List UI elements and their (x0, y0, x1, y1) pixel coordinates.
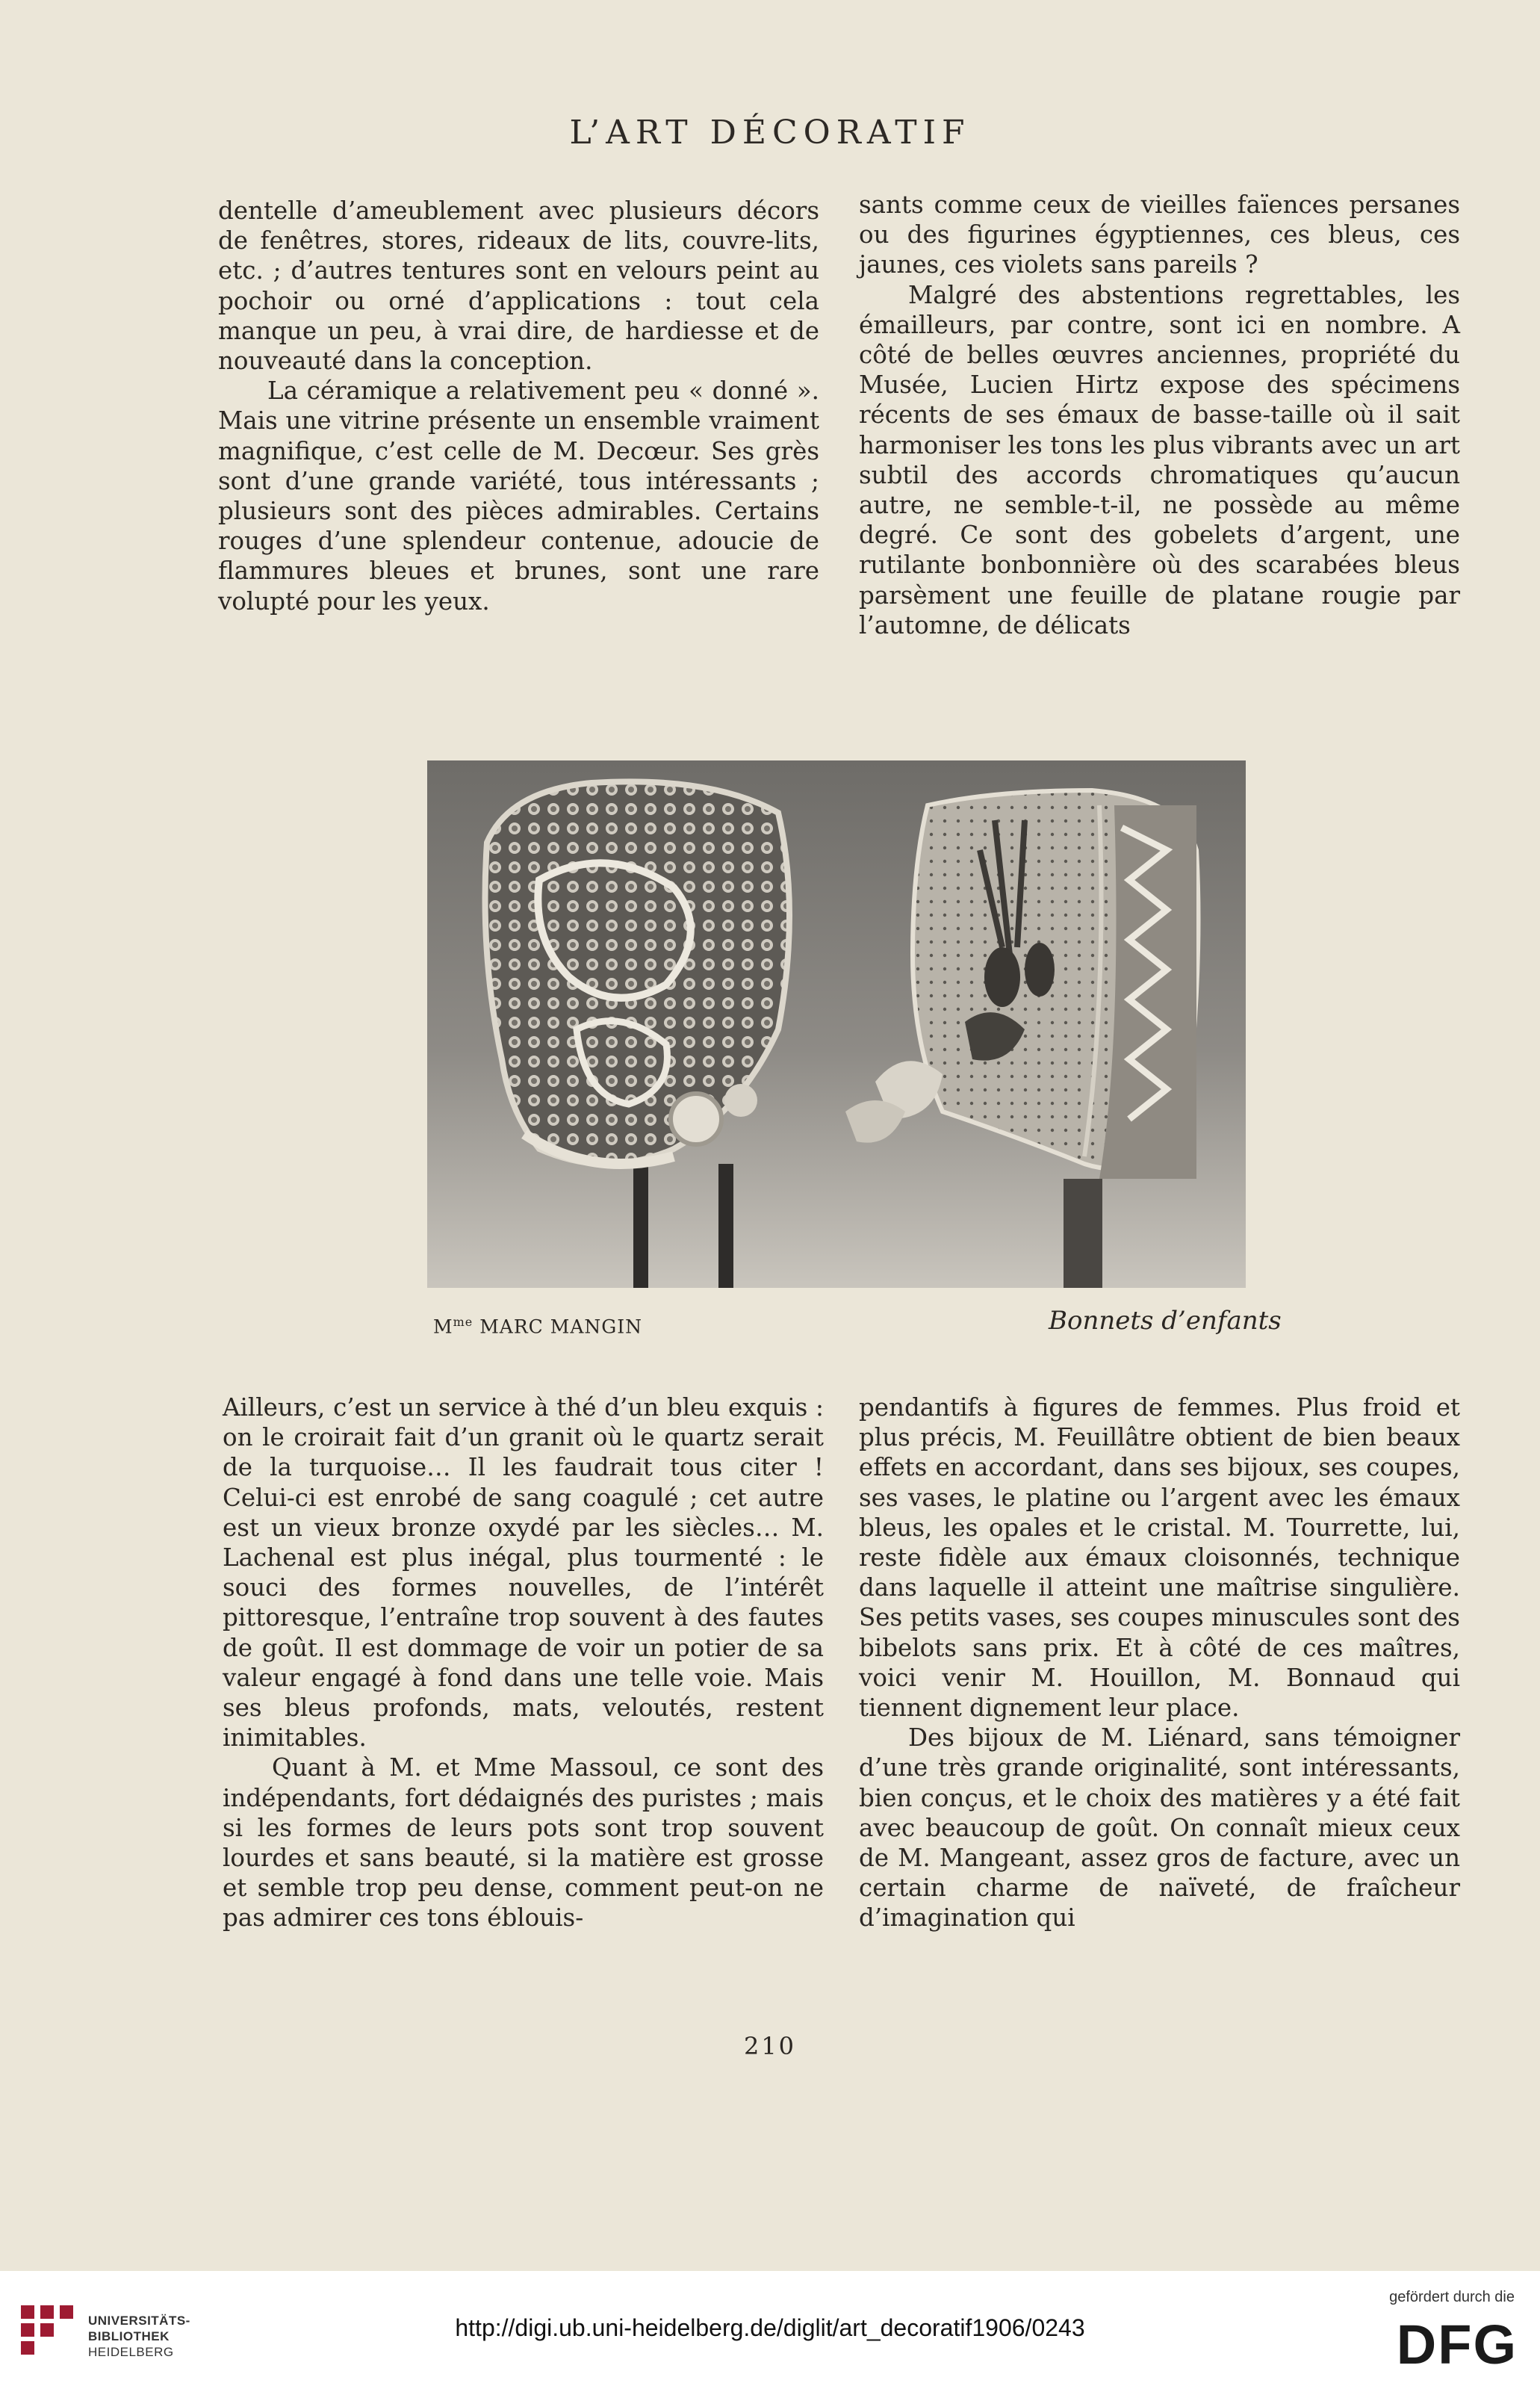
caption-prefix: M (433, 1316, 453, 1338)
funding-note: gefördert durch die (1389, 2289, 1515, 2305)
library-name-line: HEIDELBERG (88, 2345, 174, 2359)
column-bottom-left (223, 1392, 824, 1933)
paragraph: Quant à M. et Mme Massoul, ce sont des indépendants, fort dédaignés des puristes ; mais si les formes de leurs pots sont trop souvent lourdes et sans beauté, si la matière est grosse et semble trop peu dense, comment peut-on ne pas admirer ces tons éblouis- (223, 1753, 824, 1933)
digitization-footer (0, 2271, 1540, 2386)
column-top-right (859, 190, 1460, 640)
photo-credit-caption (433, 1315, 642, 1337)
bonnets-photo-illustration (427, 760, 1246, 1288)
column-bottom-right (859, 1392, 1460, 1933)
paragraph: La céramique a relativement peu « donné ». Mais une vitrine présente un ensemble vraiment magnifique, c’est celle de M. Decœur. Ses grès sont d’une grande variété, tous intéressants ; plusieurs sont des pièces admirables. Certains rouges d’une splendeur contenue, adoucie de flammures bleues et brunes, sont une rare volupté pour les yeux. (218, 377, 819, 616)
caption-name: MARC MANGIN (473, 1316, 642, 1338)
paragraph: dentelle d’ameublement avec plusieurs décors de fenêtres, stores, rideaux de lits, couvre-lits, etc. ; d’autres tentures sont en velours peint au pochoir ou orné d’applications : tout cela manque un peu, à vrai dire, de hardiesse et de nouveauté dans la conception. (218, 196, 819, 376)
paragraph: Malgré des abstentions regrettables, les émailleurs, par contre, sont ici en nombre. A côté de belles œuvres anciennes, propriété du Musée, Lucien Hirtz expose des spécimens récents de ses émaux de basse-taille où il sait harmoniser les tons les plus vibrants avec un art subtil des accords chromatiques qu’aucun autre, ne semble-t-il, ne possède au même degré. Ce sont des gobelets d’argent, une rutilante bonbonnière où des scarabées bleus parsèment une feuille de platane rougie par l’automne, de délicats (859, 280, 1460, 639)
bonnets-photograph (427, 760, 1246, 1288)
dfg-logo: DFG (1396, 2314, 1518, 2376)
column-top-left (218, 196, 819, 616)
photo-title-caption: Bonnets d’enfants (1049, 1306, 1282, 1336)
caption-superscript: me (453, 1315, 474, 1329)
running-title: L’ART DÉCORATIF (569, 114, 971, 152)
paragraph: pendantifs à figures de femmes. Plus froid et plus précis, M. Feuillâtre obtient de bien beaux effets en accordant, dans ses bijoux, ses coupes, ses vases, le platine ou l’argent avec les émaux bleus, les opales et le cristal. M. Tourrette, lui, reste fidèle aux émaux cloisonnés, technique dans laquelle il atteint une maîtrise singulière. Ses petits vases, ses coupes minuscules sont des bibelots sans prix. Et à côté de ces maîtres, voici venir M. Houillon, M. Bonnaud qui tiennent dignement leur place. (859, 1393, 1460, 1723)
paragraph: Des bijoux de M. Liénard, sans témoigner d’une très grande originalité, sont intéressants, bien conçus, et le choix des matières y a été fait avec beaucoup de goût. On connaît mieux ceux de M. Mangeant, assez gros de facture, avec un certain charme de naïveté, de fraîcheur d’imagination qui (859, 1723, 1460, 1933)
paragraph: Ailleurs, c’est un service à thé d’un bleu exquis : on le croirait fait d’un granit où le quartz serait de la turquoise… Il les faudrait tous citer ! Celui-ci est enrobé de sang coagulé ; cet autre est un vieux bronze oxydé par les siècles… M. Lachenal est plus inégal, plus tourmenté : le souci des formes nouvelles, de l’intérêt pittoresque, l’entraîne trop souvent à des fautes de goût. Il est dommage de voir un potier de sa valeur engagé à fond dans une telle voie. Mais ses bleus profonds, mats, veloutés, restent inimitables. (223, 1393, 824, 1753)
permalink-url[interactable]: http://digi.ub.uni-heidelberg.de/diglit/art_decoratif1906/0243 (455, 2314, 1085, 2341)
library-name-line: UNIVERSITÄTS- (88, 2314, 190, 2328)
page-number: 210 (743, 2032, 797, 2060)
library-name-line: BIBLIOTHEK (88, 2329, 170, 2343)
paragraph: sants comme ceux de vieilles faïences persanes ou des figurines égyptiennes, ces bleus, ces jaunes, ces violets sans pareils ? (859, 190, 1460, 279)
